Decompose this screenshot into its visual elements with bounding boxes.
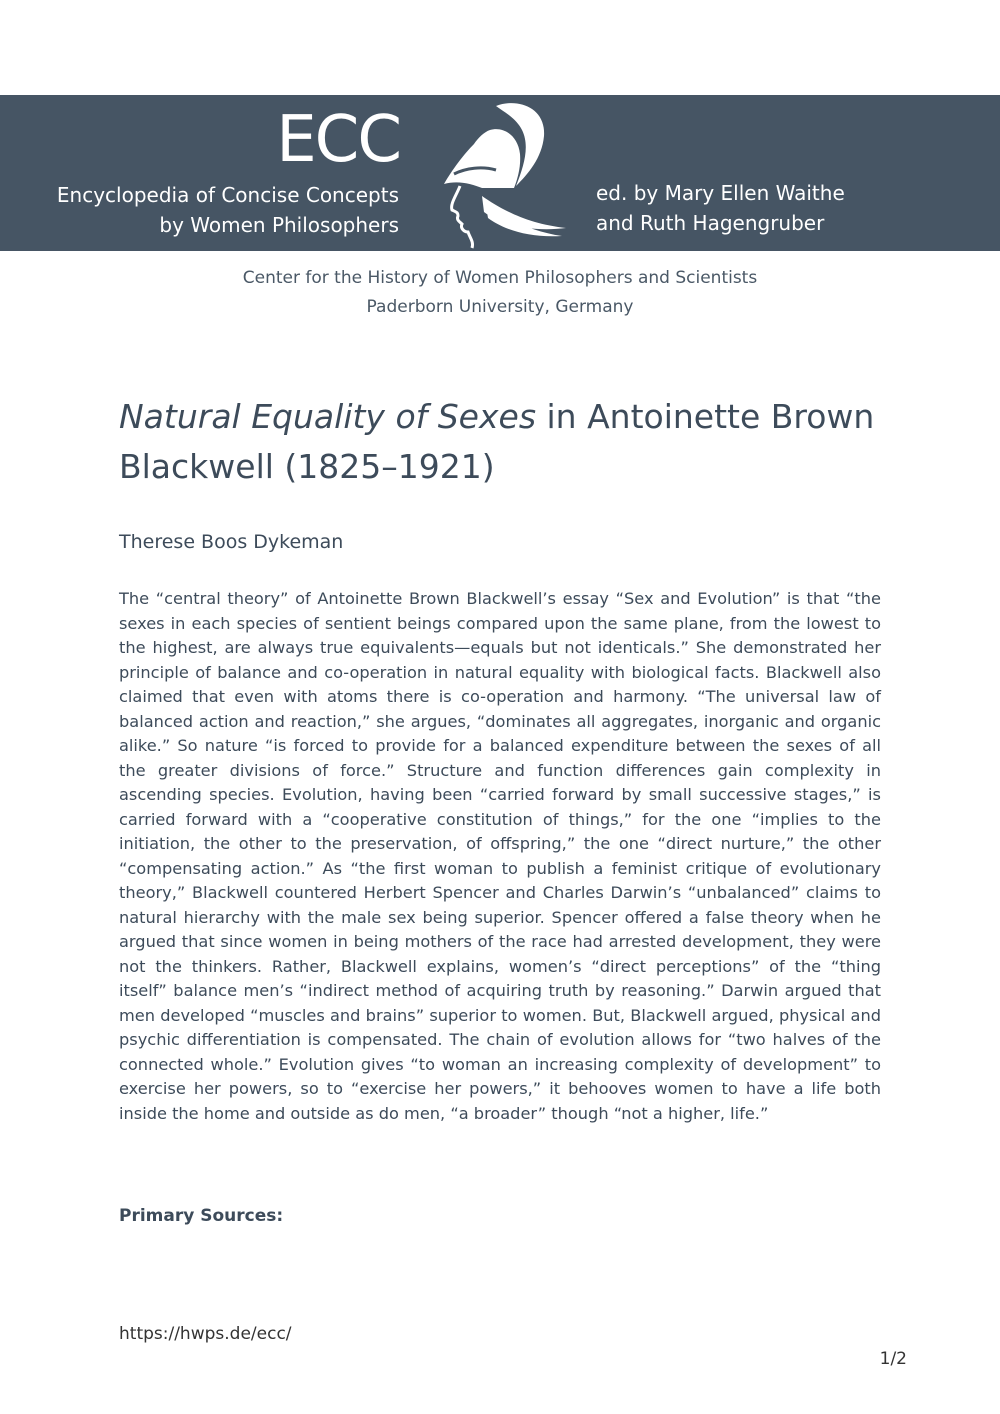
page-number: 1/2 [879, 1349, 907, 1369]
article-author: Therese Boos Dykeman [119, 531, 344, 553]
footer-url[interactable]: https://hwps.de/ecc/ [119, 1324, 292, 1344]
series-title-line-2: by Women Philosophers [159, 213, 399, 237]
institution-line-1: Center for the History of Women Philosophers and Scientists [242, 268, 758, 288]
ecc-logo-text: ECC [276, 103, 400, 177]
article-title-rest: in Antoinette Brown Blackwell (1825–1921) [119, 397, 875, 486]
primary-sources-heading: Primary Sources: [119, 1206, 284, 1226]
article-title-italic: Natural Equality of Sexes [119, 397, 537, 436]
article-title [119, 392, 889, 492]
article-body: The “central theory” of Antoinette Brown Blackwell’s essay “Sex and Evolution” is that “the sexes in each species of sentient beings compared upon the same plane, from the lowest to the highest, are always true equivalents—equals but not identicals.” She demonstrated her principle of balance and co-operation in natural equality with biological facts. Blackwell also claimed that even with atoms there is co-operation and harmony. “The universal law of balanced action and reaction,” she argues, “dominates all aggregates, inorganic and organic alike.” So nature “is forced to provide for a balanced expenditure between the sexes of all the greater divisions of force.” Structure and function differences gain complexity in ascending species. Evolution, having been “carried forward by small successive stages,” is carried forward with a “cooperative constitution of things,” for the one “implies to the initiation, the other to the preservation, of offspring,” the one “direct nurture,” the other “compensating action.” As “the first woman to publish a feminist critique of evolutionary theory,” Blackwell countered Herbert Spencer and Charles Darwin’s “unbalanced” claims to natural hierarchy with the male sex being superior. Spencer offered a false theory when he argued that since women in being mothers of the race had arrested development, they were not the thinkers. Rather, Blackwell explains, women’s “direct perceptions” of the “thing itself” balance men’s “indirect method of acquiring truth by reasoning.” Darwin argued that men developed “muscles and brains” superior to women. But, Blackwell argued, physical and psychic differentiation is compensated. The chain of evolution allows for “two halves of the connected whole.” Evolution gives “to woman an increasing complexity of development” to exercise her powers, so to “exercise her powers,” it behooves women to have a life both inside the home and outside as do men, “a broader” though “not a higher, life.” [119, 589, 881, 1123]
editors [596, 178, 956, 238]
editors-line-1: ed. by Mary Ellen Waithe [596, 181, 845, 205]
athena-helmet-profile-icon [438, 100, 568, 250]
series-title [40, 180, 399, 240]
editors-line-2: and Ruth Hagengruber [596, 211, 825, 235]
institution-line-2: Paderborn University, Germany [366, 297, 634, 317]
series-title-line-1: Encyclopedia of Concise Concepts [56, 183, 399, 207]
institution [0, 264, 1000, 322]
